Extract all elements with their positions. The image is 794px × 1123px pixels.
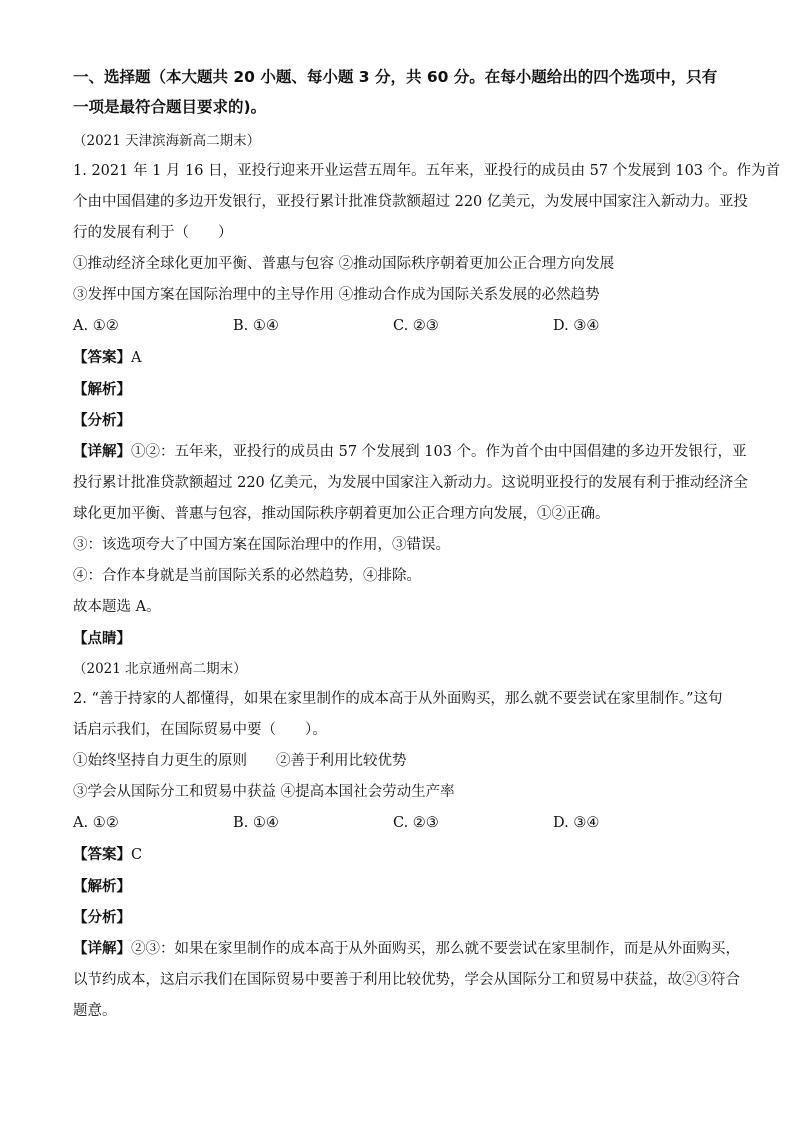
detail-text: ①②：五年来，亚投行的成员由 57 个发展到 103 个。作为首个由中国倡建的多边开发银行，亚 bbox=[131, 444, 747, 460]
question-item: ①推动经济全球化更加平衡、普惠与包容 ②推动国际秩序朝着更加公正合理方向发展 bbox=[73, 256, 615, 272]
question-item: ①始终坚持自力更生的原则 ②善于利用比较优势 bbox=[73, 753, 407, 769]
note-line: ③：该选项夸大了中国方案在国际治理中的作用，③错误。 bbox=[73, 537, 450, 553]
detail-line bbox=[73, 436, 747, 468]
option-c: C. ②③ bbox=[393, 318, 439, 334]
answer-value: A bbox=[131, 350, 142, 366]
question-source: （2021 北京通州高二期末） bbox=[73, 661, 247, 677]
detail-line: 题意。 bbox=[73, 1003, 117, 1019]
answer-tag: 【答案】 bbox=[73, 349, 131, 366]
answer-options bbox=[73, 311, 723, 342]
fenxi-tag: 【分析】 bbox=[73, 412, 131, 429]
question-stem-line: 个由中国倡建的多边开发银行，亚投行累计批准贷款额超过 220 亿美元，为发展中国家注入新动力。亚投 bbox=[73, 194, 748, 210]
point-tag: 【点睛】 bbox=[73, 630, 131, 647]
analysis-tag: 【解析】 bbox=[73, 381, 131, 398]
detail-line: 以节约成本，这启示我们在国际贸易中要善于利用比较优势，学会从国际分工和贸易中获益，故②③符合 bbox=[73, 972, 740, 988]
answer-line bbox=[73, 839, 723, 871]
answer-line bbox=[73, 342, 723, 374]
question-1 bbox=[73, 126, 781, 654]
detail-line bbox=[73, 933, 740, 965]
question-item: ③发挥中国方案在国际治理中的主导作用 ④推动合作成为国际关系发展的必然趋势 bbox=[73, 287, 600, 303]
section-heading-line: 一项是最符合题目要求的)。 bbox=[73, 98, 267, 116]
section-heading bbox=[73, 62, 723, 122]
document-page bbox=[73, 62, 781, 1027]
question-stem-line: 话启示我们，在国际贸易中要（ ）。 bbox=[73, 722, 327, 738]
answer-options bbox=[73, 808, 723, 839]
detail-text: ②③：如果在家里制作的成本高于从外面购买，那么就不要尝试在家里制作，而是从外面购买， bbox=[131, 941, 740, 957]
question-stem-line: 行的发展有利于（ ） bbox=[73, 225, 233, 241]
option-b: B. ①④ bbox=[233, 318, 279, 334]
question-source: （2021 天津滨海新高二期末） bbox=[73, 133, 261, 149]
detail-tag: 【详解】 bbox=[73, 443, 131, 460]
question-item: ③学会从国际分工和贸易中获益 ④提高本国社会劳动生产率 bbox=[73, 784, 455, 800]
option-a: A. ①② bbox=[73, 815, 119, 831]
detail-tag: 【详解】 bbox=[73, 940, 131, 957]
option-d: D. ③④ bbox=[553, 815, 600, 831]
detail-line: 投行累计批准贷款额超过 220 亿美元，为发展中国家注入新动力。这说明亚投行的发展有利于推动经济全 bbox=[73, 475, 748, 491]
option-b: B. ①④ bbox=[233, 815, 279, 831]
option-a: A. ①② bbox=[73, 318, 119, 334]
section-heading-line: 一、选择题（本大题共 20 小题、每小题 3 分，共 60 分。在每小题给出的四个选项中，只有 bbox=[73, 68, 718, 86]
note-line: 故本题选 A。 bbox=[73, 599, 161, 615]
detail-line: 球化更加平衡、普惠与包容，推动国际秩序朝着更加公正合理方向发展，①②正确。 bbox=[73, 506, 610, 522]
note-line: ④：合作本身就是当前国际关系的必然趋势，④排除。 bbox=[73, 568, 421, 584]
question-stem-line: 2. “善于持家的人都懂得，如果在家里制作的成本高于从外面购买，那么就不要尝试在家里制作。”这句 bbox=[73, 691, 723, 707]
option-c: C. ②③ bbox=[393, 815, 439, 831]
answer-value: C bbox=[131, 847, 143, 863]
answer-tag: 【答案】 bbox=[73, 846, 131, 863]
question-2 bbox=[73, 654, 740, 1027]
analysis-tag: 【解析】 bbox=[73, 878, 131, 895]
option-d: D. ③④ bbox=[553, 318, 600, 334]
fenxi-tag: 【分析】 bbox=[73, 909, 131, 926]
question-stem-line: 1. 2021 年 1 月 16 日，亚投行迎来开业运营五周年。五年来，亚投行的成员由 57 个发展到 103 个。作为首 bbox=[73, 163, 781, 179]
